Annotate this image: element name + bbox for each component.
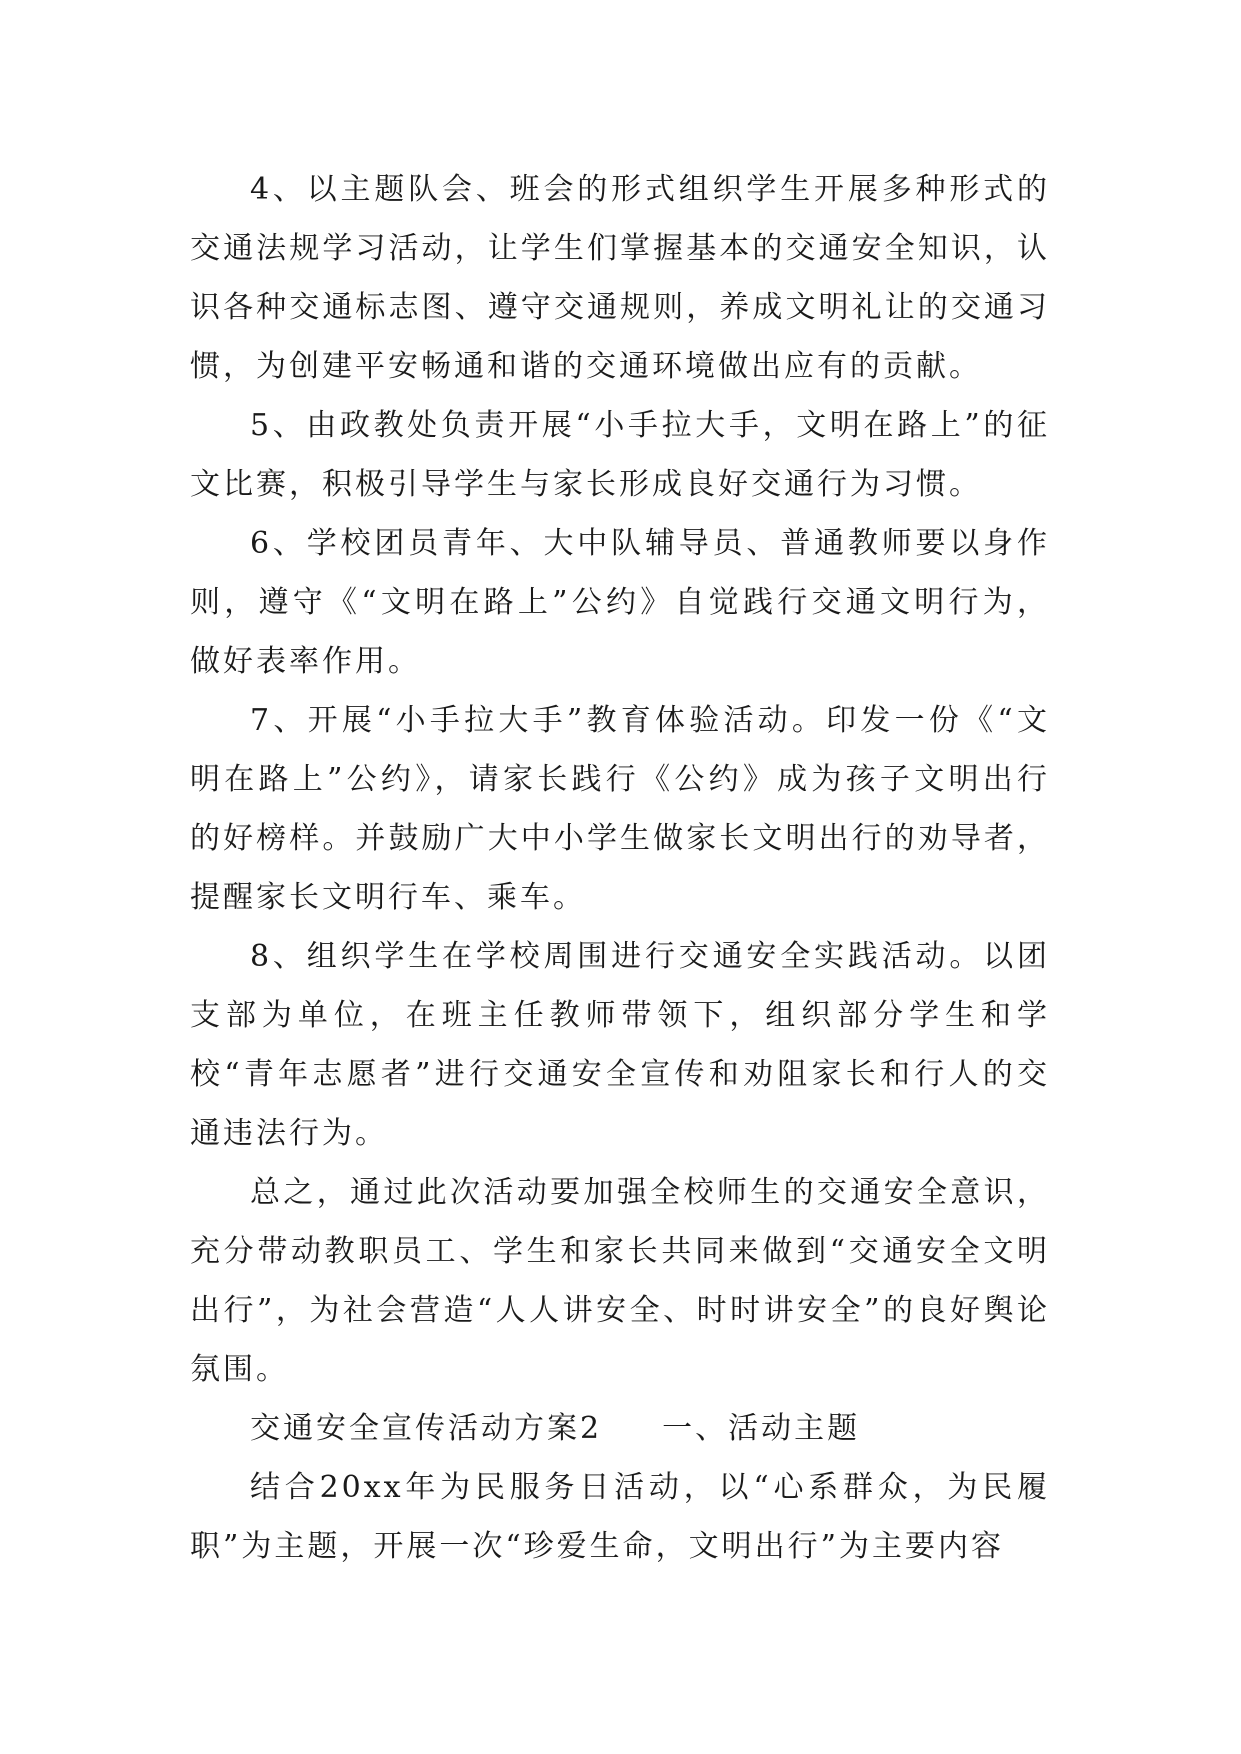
section-subtitle: 一、活动主题 <box>662 1411 861 1446</box>
section-heading <box>190 1399 1050 1458</box>
paragraph-item-4: 4、以主题队会、班会的形式组织学生开展多种形式的交通法规学习活动，让学生们掌握基本的交通安全知识，认识各种交通标志图、遵守交通规则，养成文明礼让的交通习惯，为创建平安畅通和谐的交通环境做出应有的贡献。 <box>190 172 1050 384</box>
paragraph-item-5: 5、由政教处负责开展“小手拉大手，文明在路上”的征文比赛，积极引导学生与家长形成良好交通行为习惯。 <box>190 408 1050 502</box>
paragraph-item-8: 8、组织学生在学校周围进行交通安全实践活动。以团支部为单位，在班主任教师带领下，组织部分学生和学校“青年志愿者”进行交通安全宣传和劝阻家长和行人的交通违法行为。 <box>190 939 1050 1151</box>
activity-theme-paragraph: 结合20xx年为民服务日活动，以“心系群众，为民履职”为主题，开展一次“珍爱生命，文明出行”为主要内容 <box>190 1470 1050 1564</box>
paragraph-item-7: 7、开展“小手拉大手”教育体验活动。印发一份《“文明在路上”公约》，请家长践行《公约》成为孩子文明出行的好榜样。并鼓励广大中小学生做家长文明出行的劝导者，提醒家长文明行车、乘车。 <box>190 703 1050 915</box>
summary-paragraph: 总之，通过此次活动要加强全校师生的交通安全意识，充分带动教职员工、学生和家长共同来做到“交通安全文明出行”，为社会营造“人人讲安全、时时讲安全”的良好舆论氛围。 <box>190 1175 1050 1387</box>
paragraph-item-6: 6、学校团员青年、大中队辅导员、普通教师要以身作则，遵守《“文明在路上”公约》自觉践行交通文明行为，做好表率作用。 <box>190 526 1050 679</box>
document-body <box>190 160 1050 1576</box>
section-title: 交通安全宣传活动方案2 <box>250 1411 603 1446</box>
